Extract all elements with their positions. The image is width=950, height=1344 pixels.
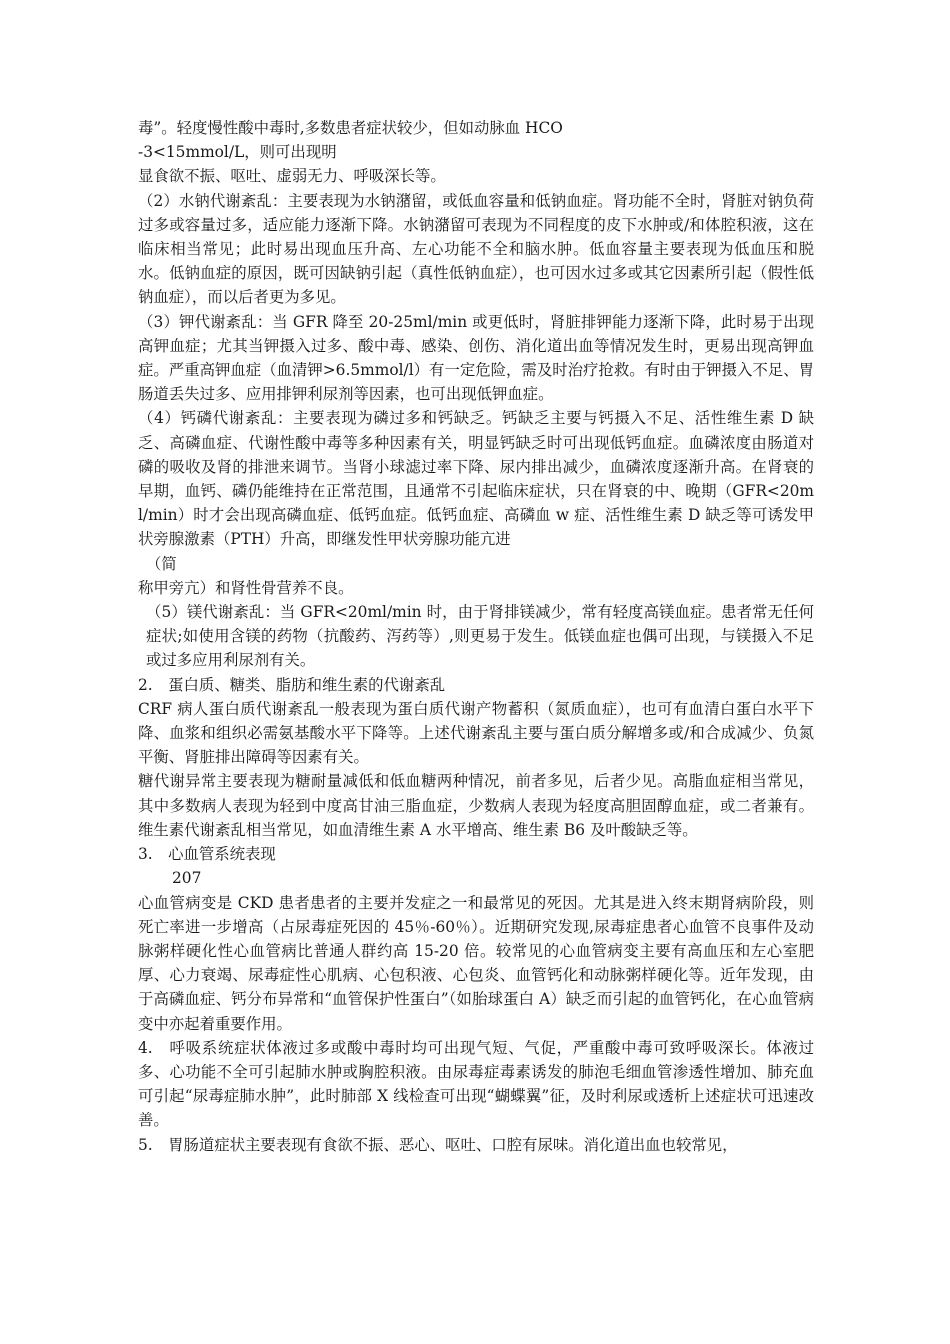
paragraph-gastrointestinal: 5. 胃肠道症状主要表现有食欲不振、恶心、呕吐、口腔有尿味。消化道出血也较常见， — [138, 1135, 738, 1154]
paragraph-acidosis-2: -3<15mmol/L，则可出现明 — [138, 143, 337, 162]
paragraph-acidosis-3: 显食欲不振、呕吐、虚弱无力、呼吸深长等。 — [138, 167, 446, 186]
paragraph-glucose-lipid: 糖代谢异常主要表现为糖耐量减低和低血糖两种情况，前者多见，后者少见。高脂血症相当常见，其中多数病人表现为轻到中度高甘油三脂血症，少数病人表现为轻度高胆固醇血症，或二者兼有。维生素代谢紊乱相当常见，如血清维生素 A 水平增高、维生素 B6 及叶酸缺乏等。 — [138, 772, 814, 839]
page-number: 207 — [172, 869, 202, 888]
paragraph-protein: CRF 病人蛋白质代谢紊乱一般表现为蛋白质代谢产物蓄积（氮质血症），也可有血清白蛋白水平下降、血浆和组织必需氨基酸水平下降等。上述代谢紊乱主要与蛋白质分解增多或/和合成减少、负氮平衡、肾脏排出障碍等因素有关。 — [138, 699, 814, 767]
paragraph-calcium-fragment: （简 — [146, 554, 177, 573]
paragraph-acidosis-1: 毒”。轻度慢性酸中毒时,多数患者症状较少，但如动脉血 HCO — [138, 119, 563, 137]
paragraph-calcium-end: 称甲旁亢）和肾性骨营养不良。 — [138, 578, 354, 597]
paragraph-calcium-phosphorus: （4）钙磷代谢紊乱：主要表现为磷过多和钙缺乏。钙缺乏主要与钙摄入不足、活性维生素 D 缺乏、高磷血症、代谢性酸中毒等多种因素有关，明显钙缺乏时可出现低钙血症。血磷浓度由肠道对磷的吸收及肾的排泄来调节。当肾小球滤过率下降、尿内排出减少，血磷浓度逐渐升高。在肾衰的早期，血钙、磷仍能维持在正常范围，且通常不引起临床症状，只在肾衰的中、晚期（GFR<20ml/min）时才会出现高磷血症、低钙血症。低钙血症、高磷血 w 症、活性维生素 D 缺乏等可诱发甲状旁腺激素（PTH）升高，即继发性甲状旁腺功能亢进 — [138, 409, 814, 549]
paragraph-magnesium: （5）镁代谢紊乱：当 GFR<20ml/min 时，由于肾排镁减少，常有轻度高镁血症。患者常无任何症状;如使用含镁的药物（抗酸药、泻药等）,则更易于发生。低镁血症也偶可出现，与镁摄入不足或过多应用利尿剂有关。 — [146, 603, 814, 670]
document-body — [138, 116, 814, 1157]
section-heading-2: 2. 蛋白质、糖类、脂肪和维生素的代谢紊乱 — [138, 675, 446, 694]
paragraph-respiratory: 4. 呼吸系统症状体液过多或酸中毒时均可出现气短、气促，严重酸中毒可致呼吸深长。体液过多、心功能不全可引起肺水肿或胸腔积液。由尿毒症毒素诱发的肺泡毛细血管渗透性增加、肺充血可引起“尿毒症肺水肿”，此时肺部 X 线检查可出现“蝴蝶翼”征，及时利尿或透析上述症状可迅速改善。 — [138, 1038, 814, 1130]
paragraph-sodium: （2）水钠代谢紊乱：主要表现为水钠潴留，或低血容量和低钠血症。肾功能不全时，肾脏对钠负荷过多或容量过多，适应能力逐渐下降。水钠潴留可表现为不同程度的皮下水肿或/和体腔积液，这在临床相当常见；此时易出现血压升高、左心功能不全和脑水肿。低血容量主要表现为低血压和脱水。低钠血症的原因，既可因缺钠引起（真性低钠血症），也可因水过多或其它因素所引起（假性低钠血症），而以后者更为多见。 — [138, 191, 814, 307]
paragraph-cardiovascular: 心血管病变是 CKD 患者患者的主要并发症之一和最常见的死因。尤其是进入终末期肾病阶段，则死亡率进一步增高（占尿毒症死因的 45％-60％）。近期研究发现,尿毒症患者心血管不良事件及动脉粥样硬化性心血管病比普通人群约高 15-20 倍。较常见的心血管病变主要有高血压和左心室肥厚、心力衰竭、尿毒症性心肌病、心包积液、心包炎、血管钙化和动脉粥样硬化等。近年发现，由于高磷血症、钙分布异常和“血管保护性蛋白”（如胎球蛋白 A）缺乏而引起的血管钙化，在心血管病变中亦起着重要作用。 — [138, 893, 814, 1033]
section-heading-3: 3. 心血管系统表现 — [138, 845, 276, 864]
paragraph-potassium: （3）钾代谢紊乱：当 GFR 降至 20-25ml/min 或更低时，肾脏排钾能力逐渐下降，此时易于出现高钾血症；尤其当钾摄入过多、酸中毒、感染、创伤、消化道出血等情况发生时，更易出现高钾血症。严重高钾血症（血清钾>6.5mmol/l）有一定危险，需及时治疗抢救。有时由于钾摄入不足、胃肠道丢失过多、应用排钾利尿剂等因素，也可出现低钾血症。 — [138, 312, 814, 404]
